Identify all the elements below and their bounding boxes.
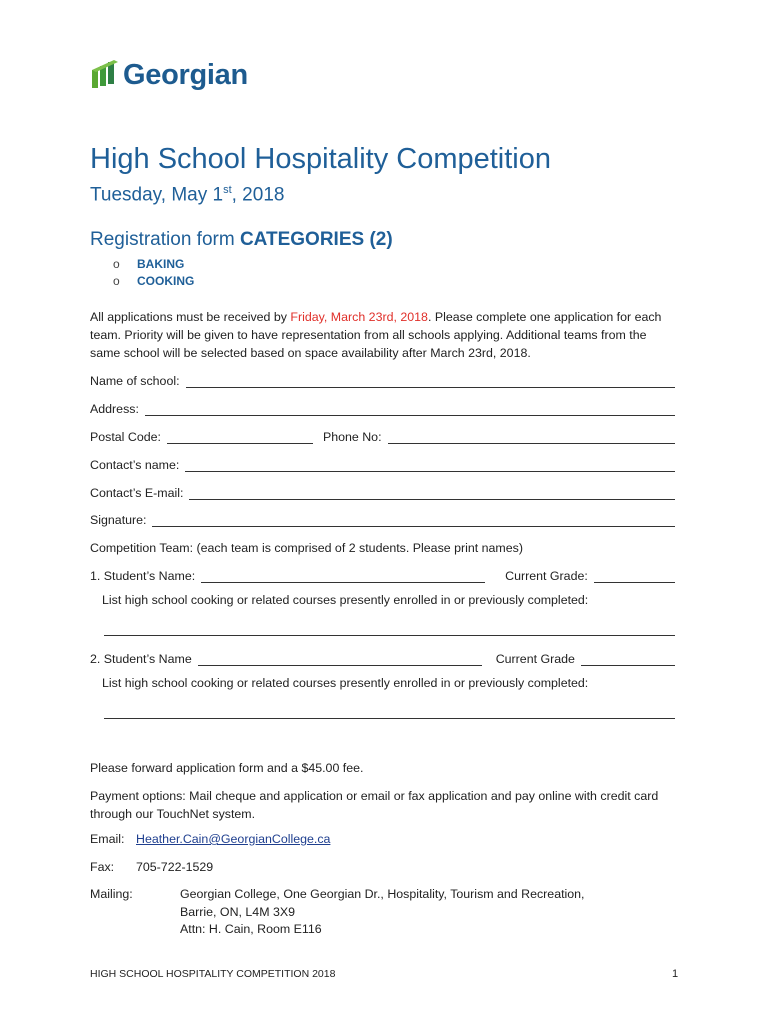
postal-code-label: Postal Code: (90, 430, 161, 444)
student1-grade-line[interactable] (594, 570, 675, 583)
event-date (90, 184, 284, 206)
student2-grade-line[interactable] (581, 653, 675, 666)
category-label: COOKING (137, 274, 195, 288)
signature-field[interactable] (90, 509, 675, 527)
student2-row (90, 648, 675, 666)
category-label: BAKING (137, 257, 185, 271)
student1-row (90, 565, 675, 583)
contact-email-label: Contact’s E-mail: (90, 486, 184, 500)
registration-heading (90, 229, 393, 251)
mailing-line-3: Attn: H. Cain, Room E116 (180, 922, 322, 936)
event-date-sup: st (223, 184, 232, 196)
category-item-cooking (113, 274, 194, 288)
intro-paragraph (90, 308, 680, 362)
contact-email-field[interactable] (90, 482, 675, 500)
registration-prefix: Registration form (90, 229, 240, 250)
student1-name-line[interactable] (201, 570, 485, 583)
student2-name-line[interactable] (198, 653, 482, 666)
address-label: Address: (90, 402, 139, 416)
signature-line[interactable] (152, 514, 675, 527)
student2-grade-label: Current Grade (495, 652, 575, 666)
contact-name-line[interactable] (185, 459, 675, 472)
address-line[interactable] (145, 403, 675, 416)
student2-label: 2. Student’s Name (90, 652, 192, 666)
fax-value: 705-722-1529 (136, 860, 214, 874)
georgian-logo (90, 56, 248, 94)
postal-code-line[interactable] (167, 431, 313, 444)
student1-courses-line[interactable] (104, 634, 675, 636)
event-date-rest: , 2018 (231, 184, 285, 206)
team-note (90, 537, 675, 555)
email-link[interactable]: Heather.Cain@GeorgianCollege.ca (136, 832, 331, 846)
mailing-label: Mailing: (90, 887, 133, 901)
intro-before: All applications must be received by (90, 310, 291, 324)
event-date-main: Tuesday, May 1 (90, 184, 224, 206)
fee-text: Please forward application form and a $45.00 fee. (90, 761, 364, 775)
contact-email-line[interactable] (189, 487, 675, 500)
fax-row (90, 860, 213, 874)
contact-name-field[interactable] (90, 454, 675, 472)
signature-label: Signature: (90, 513, 147, 527)
address-field[interactable] (90, 398, 675, 416)
school-name-label: Name of school: (90, 374, 180, 388)
postal-phone-row (90, 426, 675, 444)
contact-name-label: Contact’s name: (90, 458, 180, 472)
student1-courses-prompt: List high school cooking or related courses presently enrolled in or previously completed: (102, 593, 589, 607)
school-name-field[interactable] (90, 370, 675, 388)
student2-courses-prompt: List high school cooking or related courses presently enrolled in or previously completed: (102, 676, 589, 690)
school-name-line[interactable] (186, 375, 675, 388)
bullet-icon: o (113, 257, 120, 271)
page-title: High School Hospitality Competition (90, 143, 551, 175)
payment-text: Payment options: Mail cheque and application or email or fax application and pay online with credit card through our TouchNet system. (90, 789, 659, 821)
page-number: 1 (672, 968, 679, 980)
bullet-icon: o (113, 274, 120, 288)
category-item-baking (113, 257, 184, 271)
student1-label: 1. Student’s Name: (90, 569, 196, 583)
deadline-text: Friday, March 23rd, 2018 (290, 310, 428, 324)
phone-label: Phone No: (322, 430, 382, 444)
fax-label: Fax: (90, 860, 115, 874)
team-note-text: Competition Team: (each team is comprised of 2 students. Please print names) (90, 541, 523, 555)
registration-categories: CATEGORIES (2) (239, 229, 393, 250)
intro-after: . Please complete one application for each team. Priority will be given to have representation from all schools applying. Additional teams from the same school will be selected based on space availability after March 23rd, 2018. (90, 310, 662, 360)
page-footer: HIGH SCHOOL HOSPITALITY COMPETITION 2018 (90, 968, 336, 980)
email-row (90, 832, 330, 846)
email-label: Email: (90, 832, 125, 846)
phone-line[interactable] (388, 431, 675, 444)
student1-grade-label: Current Grade: (505, 569, 588, 583)
logo-text: Georgian (123, 58, 248, 91)
mailing-line-2: Barrie, ON, L4M 3X9 (180, 905, 296, 919)
student2-courses-line[interactable] (104, 717, 675, 719)
georgian-logo-icon (90, 58, 120, 92)
mailing-line-1: Georgian College, One Georgian Dr., Hospitality, Tourism and Recreation, (180, 887, 585, 901)
